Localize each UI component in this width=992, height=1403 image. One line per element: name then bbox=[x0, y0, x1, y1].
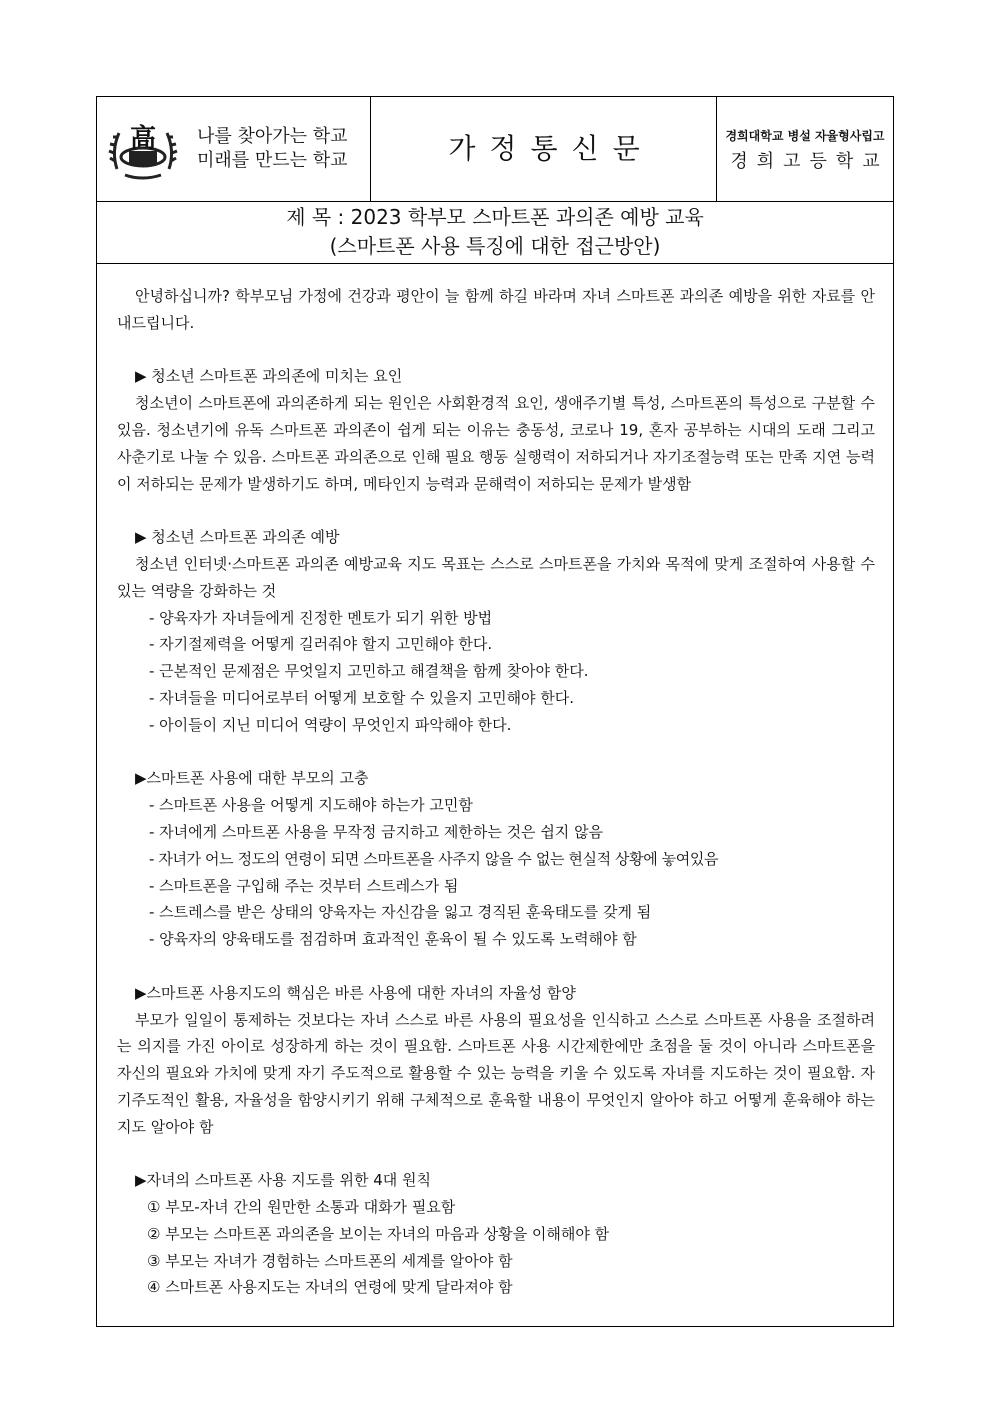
intro-paragraph: 안녕하십니까? 학부모님 가정에 건강과 평안이 늘 함께 하길 바라며 자녀 스마트폰 과의존 예방을 위한 자료를 안내드립니다. bbox=[117, 287, 875, 332]
section-heading: ▶ 청소년 스마트폰 과의존 예방 bbox=[135, 528, 340, 547]
motto-line-2: 미래를 만드는 학교 bbox=[197, 150, 348, 171]
list-item: - 자기절제력을 어떻게 길러줘야 할지 고민해야 한다. bbox=[149, 635, 493, 654]
list-item: - 아이들이 지닌 미디어 역량이 무엇인지 파악해야 한다. bbox=[149, 715, 512, 734]
subject-line-1: 제 목 : 2023 학부모 스마트폰 과의존 예방 교육 bbox=[286, 205, 704, 229]
school-motto bbox=[197, 125, 348, 173]
principle-item: ③ 부모는 자녀가 경험하는 스마트폰의 세계를 알아야 함 bbox=[147, 1251, 513, 1270]
school-emblem-icon bbox=[107, 117, 179, 181]
section-paragraph: 청소년 인터넷·스마트폰 과의존 예방교육 지도 목표는 스스로 스마트폰을 가치와 목적에 맞게 조절하여 사용할 수 있는 역량을 강화하는 것 bbox=[117, 554, 875, 600]
section-heading: ▶ 청소년 스마트폰 과의존에 미치는 요인 bbox=[135, 367, 403, 386]
subject-row bbox=[97, 201, 893, 264]
notice-frame bbox=[96, 96, 894, 1327]
list-item: - 스트레스를 받은 상태의 양육자는 자신감을 잃고 경직된 훈육태도를 갖게 됨 bbox=[149, 903, 652, 922]
list-item: - 양육자의 양육태도를 점검하며 효과적인 훈육이 될 수 있도록 노력해야 함 bbox=[149, 930, 637, 949]
school-name: 경희고등학교 bbox=[730, 151, 889, 172]
section-paragraph: 부모가 일일이 통제하는 것보다는 자녀 스스로 바른 사용의 필요성을 인식하고 스스로 스마트폰 사용을 조절하려는 의지를 가진 아이로 성장하게 하는 것이 필요함. 스마트폰 사용 시간제한에만 초점을 둘 것이 아니라 스마트폰을 자신의 필요와 가치에 맞게 자기 주도적으로 활용할 수 있는 능력을 키울 수 있도록 자녀를 지도하는 것이 필요함. 자기주도적인 활용, 자율성을 함양시키기 위해 구체적으로 훈육할 내용이 무엇인지 알아야 하고 어떻게 훈육해야 하는지도 알아야 함 bbox=[117, 1010, 875, 1136]
emblem-glyph: 高 bbox=[129, 124, 157, 154]
list-item: - 스마트폰을 구입해 주는 것부터 스트레스가 됨 bbox=[149, 876, 459, 895]
principle-item: ④ 스마트폰 사용지도는 자녀의 연령에 맞게 달라져야 함 bbox=[147, 1278, 513, 1297]
header-title-cell bbox=[371, 97, 717, 201]
header-left-cell bbox=[97, 97, 371, 201]
school-affiliation: 경희대학교 병설 자율형사립고 bbox=[725, 129, 885, 143]
list-item: - 양육자가 자녀들에게 진정한 멘토가 되기 위한 방법 bbox=[149, 608, 493, 627]
document-type-title: 가정통신문 bbox=[448, 132, 654, 165]
list-item: - 스마트폰 사용을 어떻게 지도해야 하는가 고민함 bbox=[149, 796, 473, 815]
notice-body bbox=[117, 283, 875, 1301]
principle-item: ① 부모-자녀 간의 원만한 소통과 대화가 필요함 bbox=[147, 1198, 456, 1217]
list-item: - 자녀에게 스마트폰 사용을 무작정 금지하고 제한하는 것은 쉽지 않음 bbox=[149, 822, 604, 841]
list-item: - 자녀들을 미디어로부터 어떻게 보호할 수 있을지 고민해야 한다. bbox=[149, 688, 575, 707]
list-item: - 근본적인 문제점은 무엇일지 고민하고 해결책을 함께 찾아야 한다. bbox=[149, 662, 589, 681]
section-heading: ▶스마트폰 사용에 대한 부모의 고충 bbox=[135, 769, 369, 788]
principle-item: ② 부모는 스마트폰 과의존을 보이는 자녀의 마음과 상황을 이해해야 함 bbox=[147, 1224, 610, 1243]
header bbox=[97, 97, 893, 202]
list-item: - 자녀가 어느 정도의 연령이 되면 스마트폰을 사주지 않을 수 없는 현실적 상황에 놓여있음 bbox=[149, 849, 719, 868]
section-paragraph: 청소년이 스마트폰에 과의존하게 되는 원인은 사회환경적 요인, 생애주기별 특성, 스마트폰의 특성으로 구분할 수 있음. 청소년기에 유독 스마트폰 과의존이 쉽게 되는 이유는 충동성, 코로나 19, 혼자 공부하는 시대의 도래 그리고 사춘기로 나눌 수 있음. 스마트폰 과의존으로 인해 필요 행동 실행력이 저하되거나 자기조절능력 또는 만족 지연 능력이 저하되는 문제가 발생하기도 하며, 메타인지 능력과 문해력이 저하되는 문제가 발생함 bbox=[117, 394, 875, 493]
section-heading: ▶스마트폰 사용지도의 핵심은 바른 사용에 대한 자녀의 자율성 함양 bbox=[135, 983, 576, 1002]
header-school-cell bbox=[717, 97, 893, 201]
section-heading: ▶자녀의 스마트폰 사용 지도를 위한 4대 원칙 bbox=[135, 1171, 432, 1190]
motto-line-1: 나를 찾아가는 학교 bbox=[197, 126, 348, 147]
subject-line-2: (스마트폰 사용 특징에 대한 접근방안) bbox=[329, 234, 661, 258]
